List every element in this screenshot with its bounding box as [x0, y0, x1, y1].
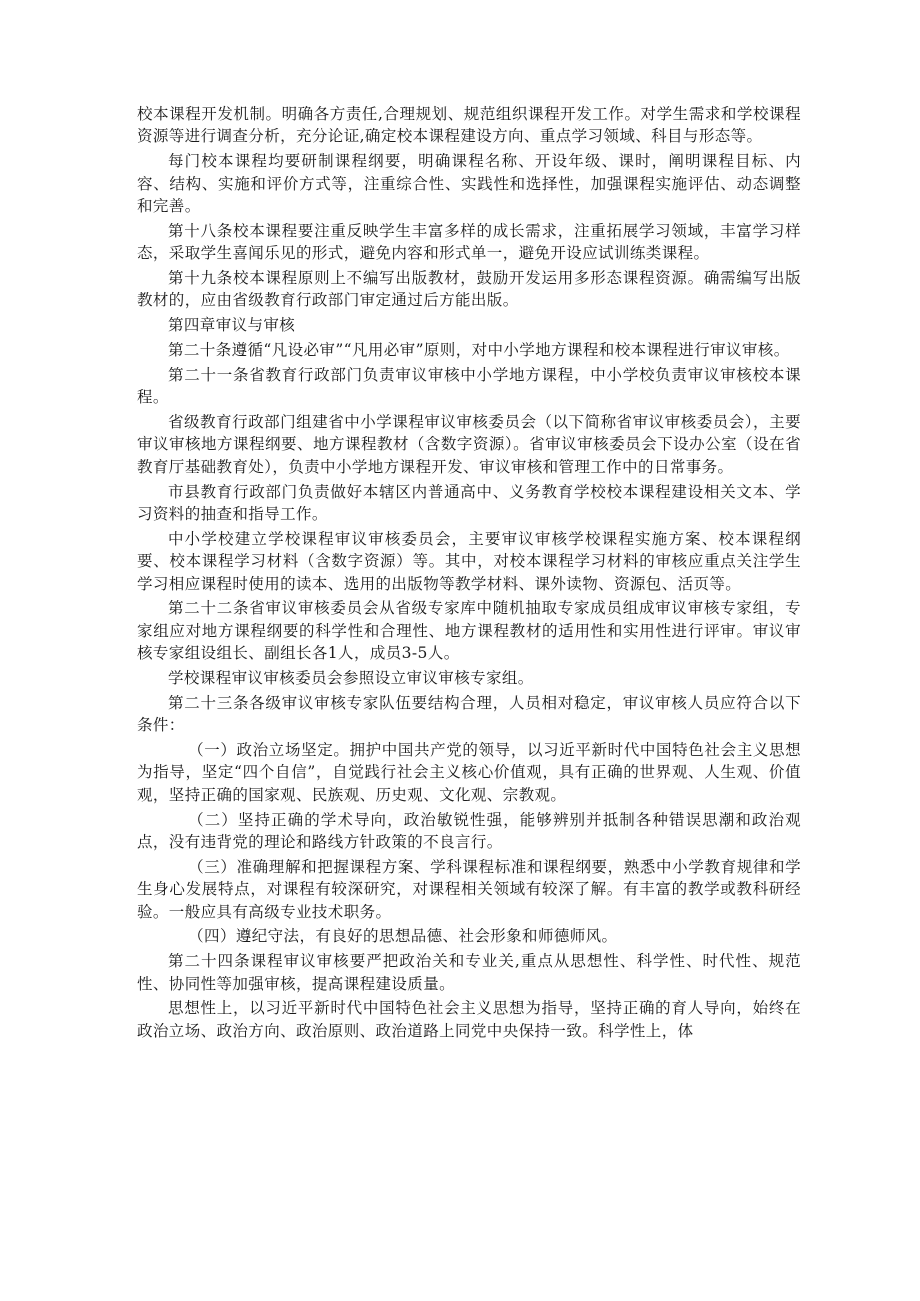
paragraph-provincial-committee: 省级教育行政部门组建省中小学课程审议审核委员会（以下简称省审议审核委员会），主要审议审核地方课程纲要、地方课程教材（含数字资源）。省审议审核委员会下设办公室（设在省教育厅基础教育处），负责中小学地方课程开发、审议审核和管理工作中的日常事务。 — [137, 413, 801, 476]
paragraph-article-22: 第二十二条省审议审核委员会从省级专家库中随机抽取专家成员组成审议审核专家组，专家组应对地方课程纲要的科学性和合理性、地方课程教材的适用性和实用性进行评审。审议审核专家组设组长、副组长各1人，成员3-5人。 — [137, 599, 801, 663]
paragraph-1: 校本课程开发机制。明确各方责任,合理规划、规范组织课程开发工作。对学生需求和学校课程资源等进行调查分析，充分论证,确定校本课程建设方向、重点学习领域、科目与形态等。 — [137, 105, 801, 146]
paragraph-school-committee: 中小学校建立学校课程审议审核委员会，主要审议审核学校课程实施方案、校本课程纲要、校本课程学习材料（含数字资源）等。其中，对校本课程学习材料的审核应重点关注学生学习相应课程时使用的读本、选用的出版物等教学材料、课外读物、资源包、活页等。 — [137, 529, 801, 593]
paragraph-city-county: 市县教育行政部门负责做好本辖区内普通高中、义务教育学校校本课程建设相关文本、学习资料的抽查和指导工作。 — [137, 482, 801, 524]
paragraph-school-expert-group: 学校课程审议审核委员会参照设立审议审核专家组。 — [168, 669, 534, 688]
document-page — [137, 103, 801, 1045]
list-item-3: （三）准确理解和把握课程方案、学科课程标准和课程纲要，熟悉中小学教育规律和学生身心发展特点，对课程有较深研究，对课程相关领域有较深了解。有丰富的教学或教科研经验。一般应具有高级专业技术职务。 — [137, 857, 801, 921]
paragraph-article-18: 第十八条校本课程要注重反映学生丰富多样的成长需求，注重拓展学习领域，丰富学习样态，采取学生喜闻乐见的形式，避免内容和形式单一，避免开设应试训练类课程。 — [137, 221, 801, 263]
list-item-4: （四）遵纪守法，有良好的思想品德、社会形象和师德师风。 — [188, 927, 618, 946]
chapter-heading: 第四章审议与审核 — [168, 316, 296, 335]
paragraph-article-23: 第二十三条各级审议审核专家队伍要结构合理，人员相对稳定，审议审核人员应符合以下条件： — [137, 693, 801, 735]
paragraph-article-21: 第二十一条省教育行政部门负责审议审核中小学地方课程，中小学校负责审议审核校本课程。 — [137, 365, 801, 407]
paragraph-article-24: 第二十四条课程审议审核要严把政治关和专业关,重点从思想性、科学性、时代性、规范性、协同性等加强审核，提高课程建设质量。 — [137, 952, 801, 993]
paragraph-article-19: 第十九条校本课程原则上不编写出版教材，鼓励开发运用多形态课程资源。确需编写出版教材的，应由省级教育行政部门审定通过后方能出版。 — [137, 269, 801, 310]
list-item-2: （二）坚持正确的学术导向，政治敏锐性强，能够辨别并抵制各种错误思潮和政治观点，没有违背党的理论和路线方针政策的不良言行。 — [137, 810, 801, 852]
paragraph-ideological: 思想性上，以习近平新时代中国特色社会主义思想为指导，坚持正确的育人导向，始终在政治立场、政治方向、政治原则、政治道路上同党中央保持一致。科学性上，体 — [137, 999, 801, 1040]
paragraph-2: 每门校本课程均要研制课程纲要，明确课程名称、开设年级、课时，阐明课程目标、内容、结构、实施和评价方式等，注重综合性、实践性和选择性，加强课程实施评估、动态调整和完善。 — [137, 152, 801, 216]
list-item-1: （一）政治立场坚定。拥护中国共产党的领导，以习近平新时代中国特色社会主义思想为指导，坚定“四个自信”，自觉践行社会主义核心价值观，具有正确的世界观、人生观、价值观，坚持正确的国家观、民族观、历史观、文化观、宗教观。 — [137, 741, 801, 804]
paragraph-article-20: 第二十条遵循“凡设必审”“凡用必审”原则，对中小学地方课程和校本课程进行审议审核。 — [168, 341, 790, 360]
